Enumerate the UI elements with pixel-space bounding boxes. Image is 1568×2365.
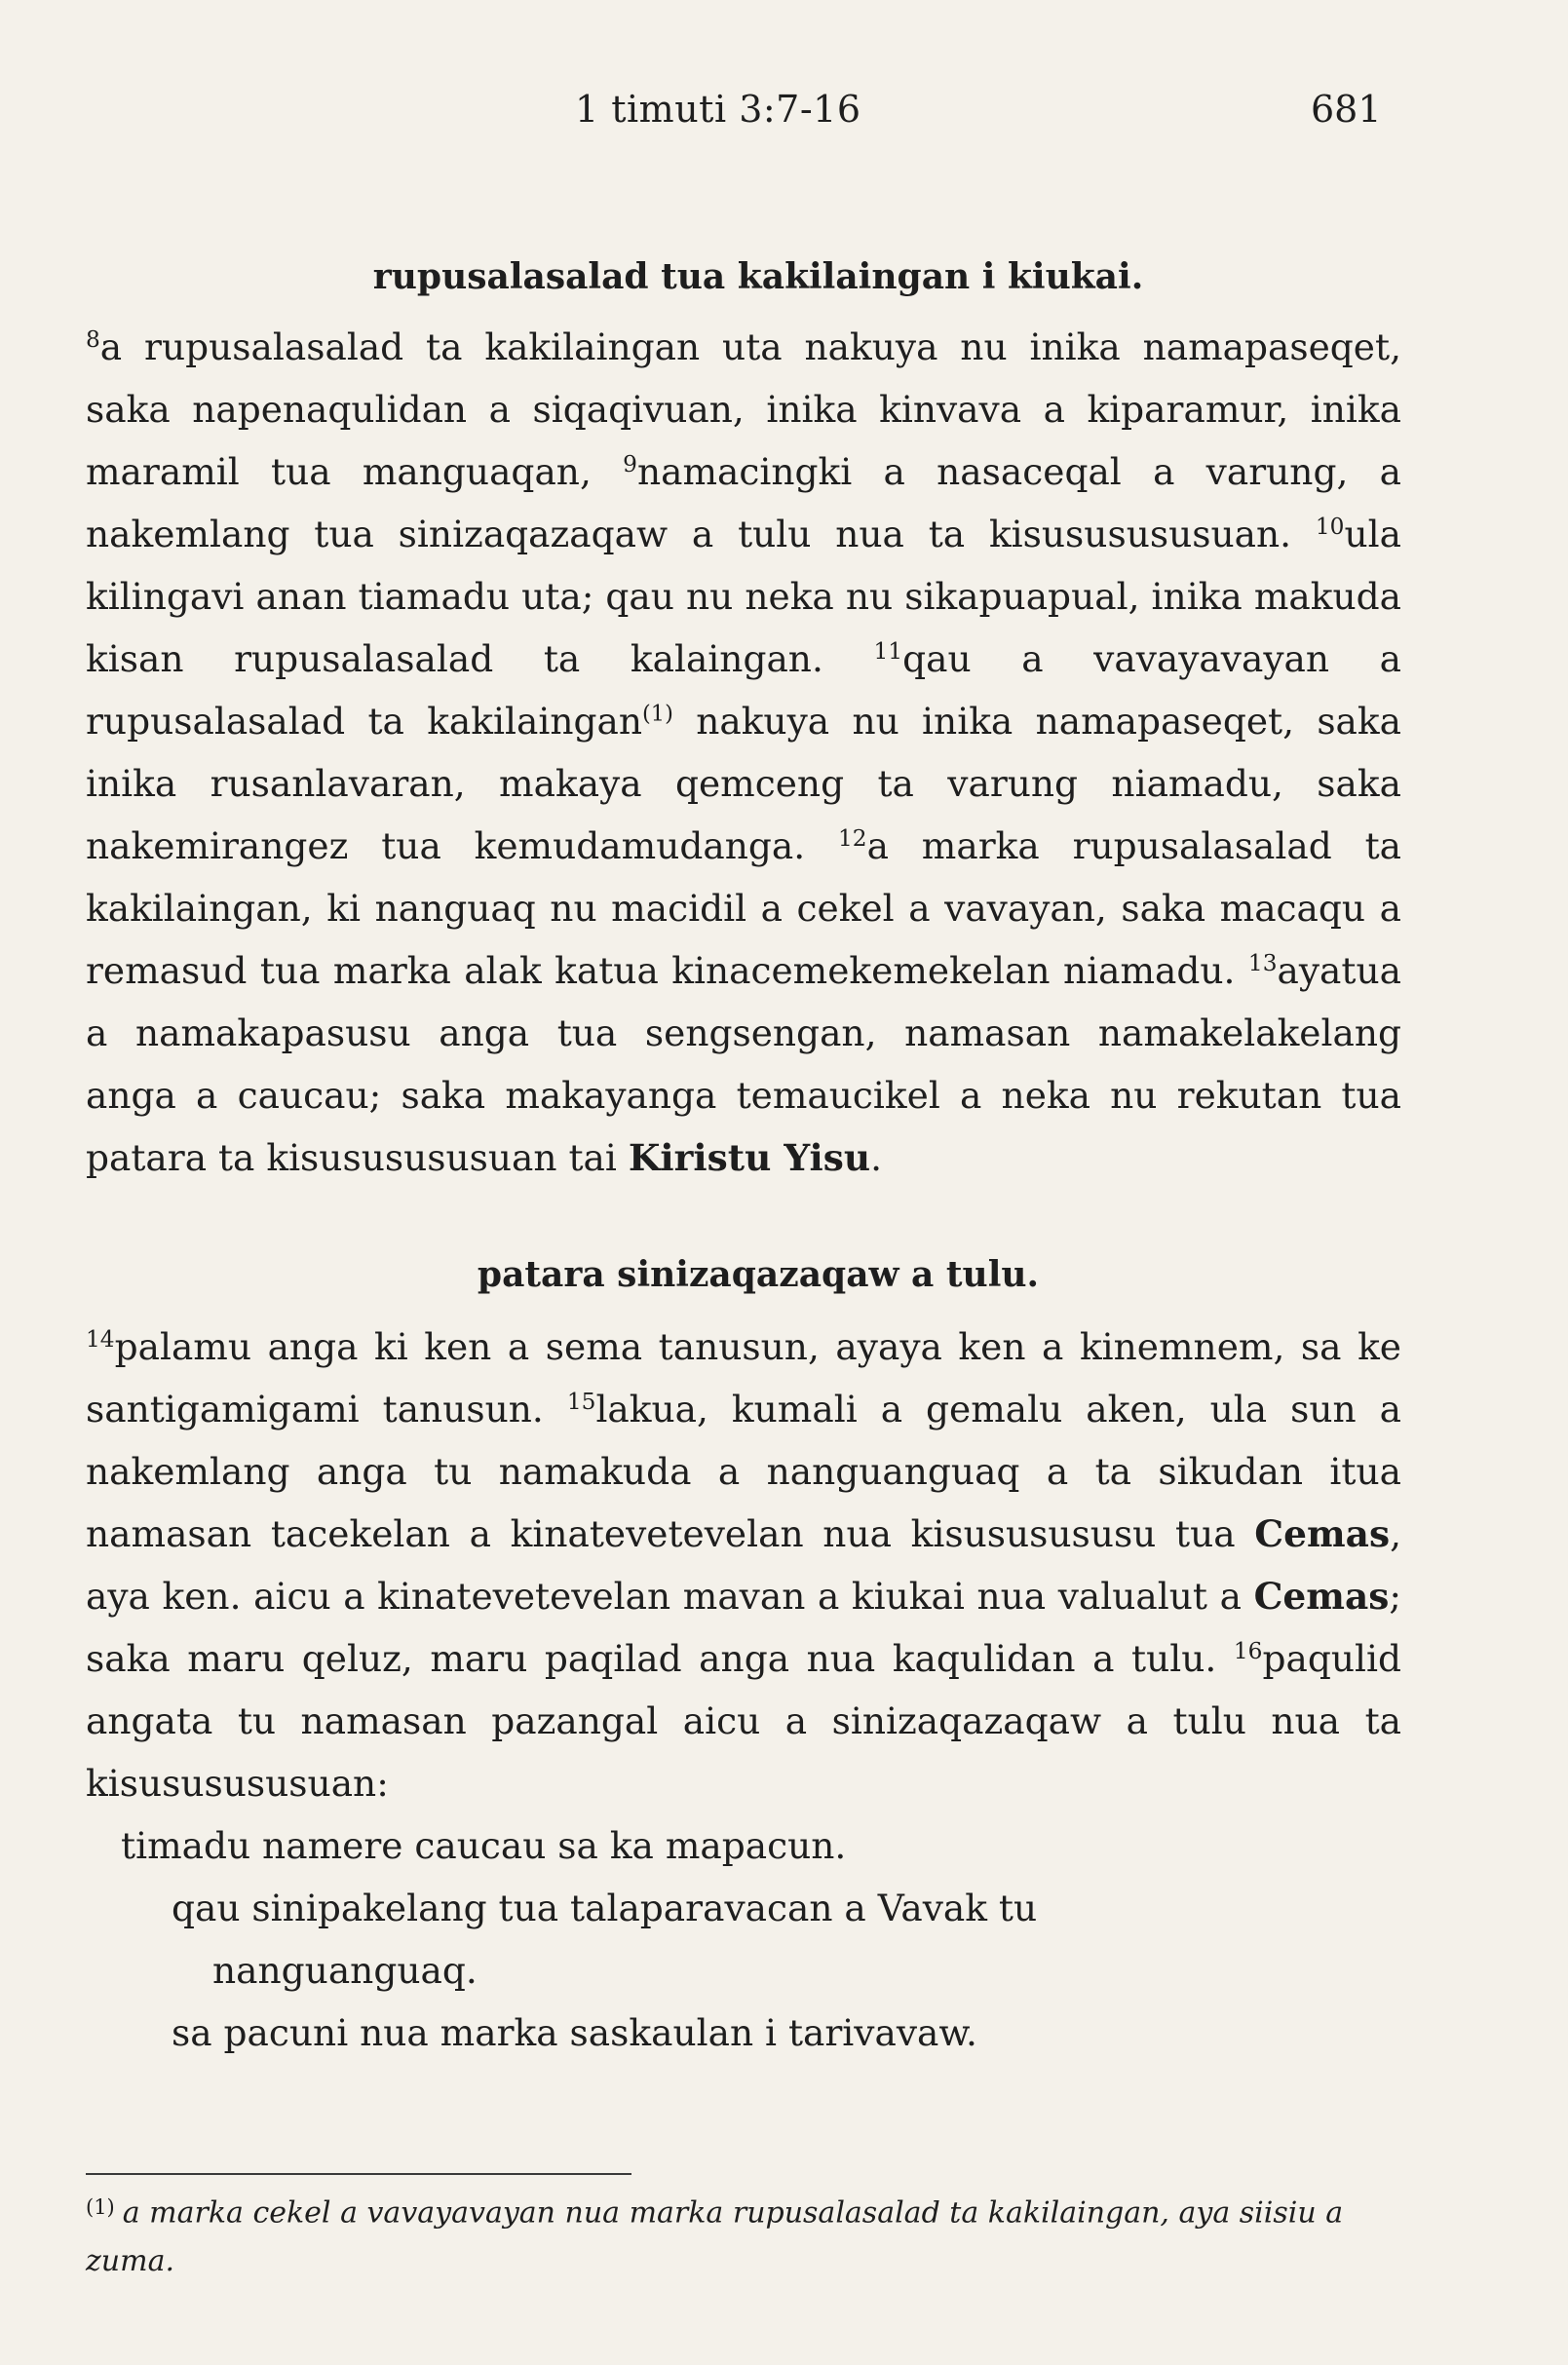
verse-number-15: 15 — [566, 1389, 596, 1416]
page-body — [86, 246, 1401, 2064]
verse-15-bold-2: Cemas — [1253, 1575, 1390, 1618]
verse-13-end: . — [870, 1136, 883, 1179]
paragraph-verses-14-16 — [86, 1316, 1401, 1814]
verse-14-text: palamu anga ki ken a sema tanusun, ayaya ken a kinemnem, sa ke santigamigami tanusun. — [86, 1325, 1401, 1430]
poetry-line-4: sa pacuni nua marka saskaulan i tarivavaw. — [172, 2011, 977, 2054]
verse-12-text: a marka rupusalasalad ta kakilaingan, ki nanguaq nu macidil a cekel a vavayan, saka macaqu a remasud tua marka alak katua kinacemekemekelan niamadu. — [86, 824, 1401, 992]
footnotes — [86, 2173, 1401, 2286]
poetry-block — [86, 1814, 1401, 2064]
verse-number-16: 16 — [1233, 1638, 1263, 1665]
poetry-line-1: timadu namere caucau sa ka mapacun. — [121, 1824, 847, 1867]
footnote-reference[interactable]: (1) — [642, 701, 673, 727]
verse-11-text-a: qau a vavayavayan a rupusalasalad ta kakilaingan — [86, 637, 1401, 743]
footnote-1 — [86, 2183, 1401, 2286]
verse-15-text-a: lakua, kumali a gemalu aken, ula sun a nakemlang anga tu namakuda a nanguanguaq a ta sikudan itua namasan tacekelan a kinatevetevelan nua kisususususu tua — [86, 1388, 1402, 1555]
footnote-text: a marka cekel a vavayavayan nua marka rupusalasalad ta kakilaingan, aya siisiu a zuma. — [86, 2195, 1344, 2279]
verse-8-text: a rupusalasalad ta kakilaingan uta nakuya nu inika namapaseqet, saka napenaqulidan a siqaqivuan, inika kinvava a kiparamur, inika maramil tua manguaqan, — [86, 325, 1401, 493]
section-gap — [86, 1189, 1401, 1243]
page-header — [0, 88, 1568, 136]
verse-15-text-c: ; saka maru qeluz, maru paqilad anga nua kaqulidan a tulu. — [86, 1575, 1401, 1680]
verse-15-bold-1: Cemas — [1254, 1512, 1391, 1555]
verse-number-13: 13 — [1247, 950, 1278, 977]
verse-number-12: 12 — [838, 825, 867, 853]
verse-13-text: ayatua a namakapasusu anga tua sengsengan, namasan namakelakelang anga a caucau; saka makayanga temaucikel a neka nu rekutan tua patara ta kisususususuan tai — [86, 949, 1401, 1179]
verse-10-text: ula kilingavi anan tiamadu uta; qau nu neka nu sikapuapual, inika makuda kisan rupusalasalad ta kalaingan. — [86, 513, 1401, 680]
verse-15-text-b: , aya ken. aicu a kinatevetevelan mavan a kiukai nua valualut a — [86, 1512, 1401, 1618]
verse-number-14: 14 — [86, 1326, 115, 1354]
verse-16-text: paqulid angata tu namasan pazangal aicu a sinizaqazaqaw a tulu nua ta kisususususuan: — [86, 1637, 1401, 1805]
page-number: 681 — [1311, 88, 1382, 131]
verses-8-13-text — [86, 316, 1401, 1189]
footnote-mark: (1) — [86, 2195, 115, 2219]
verse-13-bold-name: Kiristu Yisu — [628, 1136, 871, 1179]
verse-number-11: 11 — [873, 638, 903, 666]
section-heading-1: rupusalasalad tua kakilaingan i kiukai. — [372, 256, 1144, 297]
footnote-divider — [86, 2173, 631, 2175]
verse-9-text: namacingki a nasaceqal a varung, a nakemlang tua sinizaqazaqaw a tulu nua ta kisususususuan. — [86, 450, 1402, 555]
poetry-line-3: nanguanguaq. — [212, 1949, 478, 1992]
verse-number-9: 9 — [623, 451, 637, 478]
section-heading-2: patara sinizaqazaqaw a tulu. — [477, 1254, 1040, 1295]
verses-14-16-text — [86, 1316, 1401, 1814]
running-head: 1 timuti 3:7-16 — [575, 88, 861, 131]
verse-number-8: 8 — [86, 326, 100, 354]
verse-11-text-b: nakuya nu inika namapaseqet, saka inika rusanlavaran, makaya qemceng ta varung niamadu, saka nakemirangez tua kemudamudanga. — [86, 700, 1401, 867]
poetry-line-2: qau sinipakelang tua talaparavacan a Vavak tu — [172, 1887, 1038, 1929]
verse-number-10: 10 — [1315, 514, 1345, 541]
paragraph-verses-8-13 — [86, 316, 1401, 1189]
